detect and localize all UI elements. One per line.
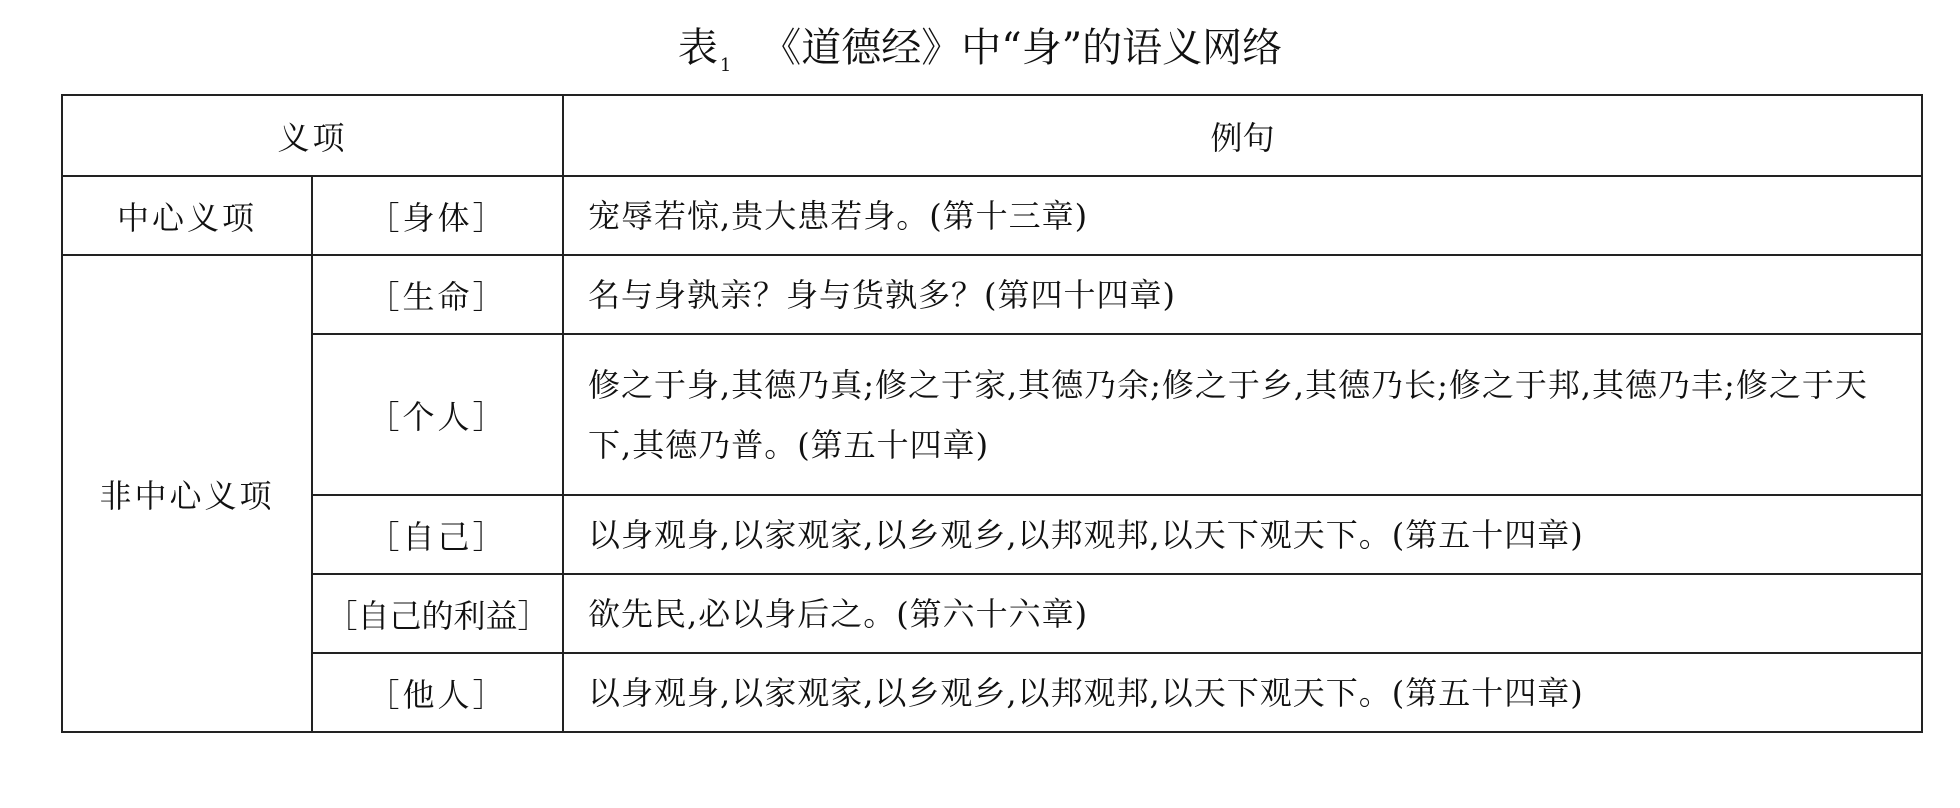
sense-cell: ［他人］ [312,653,563,732]
example-cell: 修之于身,其德乃真;修之于家,其德乃余;修之于乡,其德乃长;修之于邦,其德乃丰;修之于天下,其德乃普。(第五十四章) [563,334,1922,495]
header-row [62,95,1922,176]
group-central: 中心义项 [62,176,312,255]
table-row [62,574,1922,653]
sense-cell: ［自己的利益］ [312,574,563,653]
semantic-network-table [61,94,1923,733]
table-title [0,18,1960,96]
table-row [62,176,1922,255]
example-cell: 以身观身,以家观家,以乡观乡,以邦观邦,以天下观天下。(第五十四章) [563,495,1922,574]
title-text: 《道德经》中“身”的语义网络 [761,25,1283,71]
table-row [62,255,1922,334]
example-cell: 以身观身,以家观家,以乡观乡,以邦观邦,以天下观天下。(第五十四章) [563,653,1922,732]
sense-cell: ［自己］ [312,495,563,574]
example-cell: 名与身孰亲？身与货孰多？(第四十四章) [563,255,1922,334]
example-cell: 宠辱若惊,贵大患若身。(第十三章) [563,176,1922,255]
sense-cell: ［生命］ [312,255,563,334]
header-example: 例句 [563,95,1922,176]
example-cell: 欲先民,必以身后之。(第六十六章) [563,574,1922,653]
table-row [62,653,1922,732]
title-number: 1 [719,55,732,76]
sense-cell: ［个人］ [312,334,563,495]
sense-cell: ［身体］ [312,176,563,255]
group-non-central: 非中心义项 [62,255,312,732]
table-row [62,495,1922,574]
header-sense: 义项 [62,95,563,176]
table-row [62,334,1922,495]
title-prefix: 表 [677,25,718,71]
